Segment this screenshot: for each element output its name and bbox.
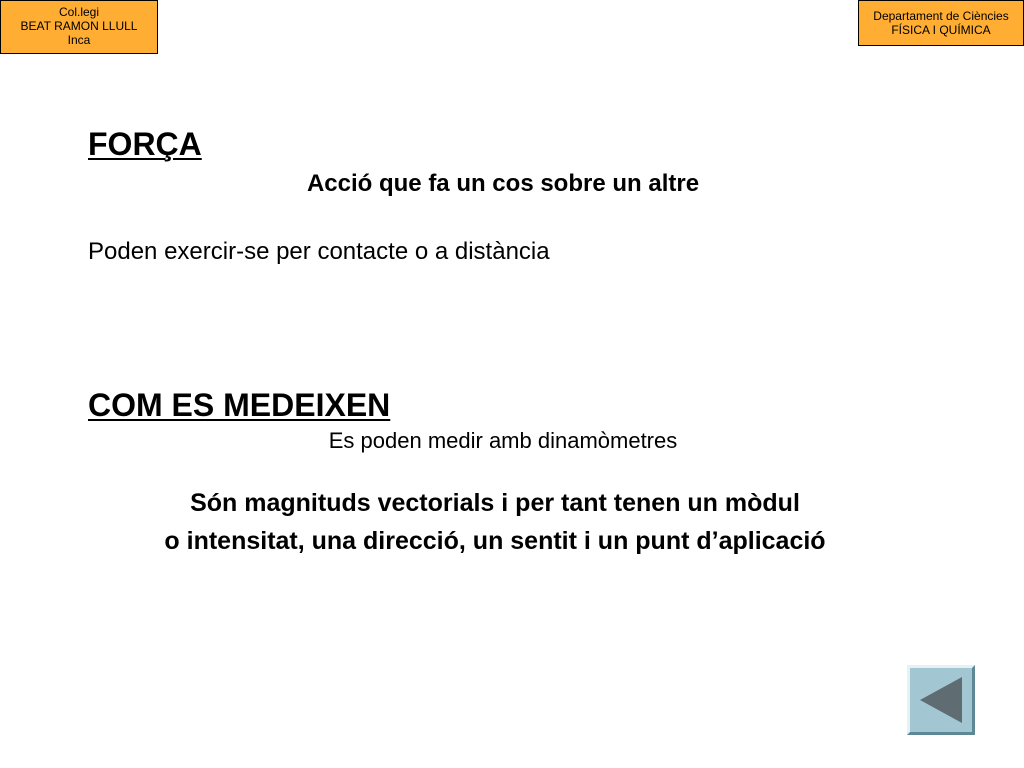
section-title-measure: COM ES MEDEIXEN [88, 387, 391, 423]
school-badge [0, 0, 158, 54]
department-badge-line1: Departament de Ciències [873, 9, 1009, 23]
force-definition: Acció que fa un cos sobre un altre [306, 170, 700, 197]
school-badge-line1: Col.legi [58, 5, 100, 19]
force-contact-note: Poden exercir-se per contacte o a distància [88, 238, 550, 265]
triangle-left-icon [916, 675, 966, 725]
school-badge-line2: BEAT RAMON LLULL [20, 19, 138, 33]
measure-note: Es poden medir amb dinamòmetres [328, 428, 678, 453]
school-badge-line3: Inca [67, 33, 91, 47]
section-title-forca: FORÇA [88, 126, 202, 162]
vector-text-line1: Són magnituds vectorials i per tant tenen un mòdul [190, 489, 800, 517]
department-badge [858, 0, 1024, 46]
back-button[interactable] [907, 665, 975, 735]
department-badge-line2: FÍSICA I QUÍMICA [891, 23, 991, 37]
vector-text-line2: o intensitat, una direcció, un sentit i un punt d’aplicació [164, 527, 826, 555]
